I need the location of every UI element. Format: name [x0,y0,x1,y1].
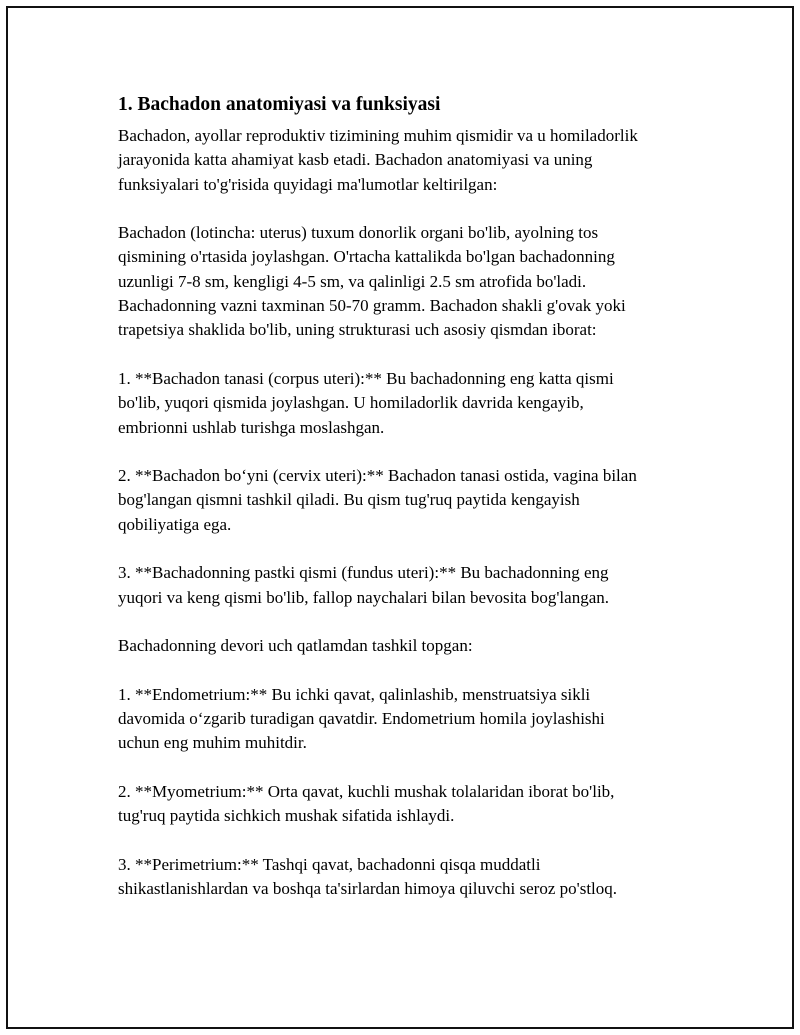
text-line: bo'lib, yuqori qismida joylashgan. U homiladorlik davrida kengayib, [118,393,584,413]
text-line: trapetsiya shaklida bo'lib, uning strukturasi uch asosiy qismdan iborat: [118,320,597,340]
text-line: yuqori va keng qismi bo'lib, fallop naychalari bilan bevosita bog'langan. [118,587,609,607]
text-line: Bachadon (lotincha: uterus) tuxum donorlik organi bo'lib, ayolning tos [118,223,599,243]
text-line: 3. **Bachadonning pastki qismi (fundus uteri):** Bu bachadonning eng [118,563,609,583]
text-line: qismining o'rtasida joylashgan. O'rtacha kattalikda bo'lgan bachadonning [118,247,615,267]
text-line: jarayonida katta ahamiyat kasb etadi. Bachadon anatomiyasi va uning [118,150,593,170]
text-line: Bachadonning devori uch qatlamdan tashkil topgan: [118,636,473,656]
text-line: Bachadon, ayollar reproduktiv tizimining muhim qismidir va u homiladorlik [118,126,638,145]
text-line: uchun eng muhim muhitdir. [118,733,307,753]
text-line: funksiyalari to'g'risida quyidagi ma'lumotlar keltirilgan: [118,174,498,194]
paragraph-wall-layers [118,634,698,658]
text-line: shikastlanishlardan va boshqa ta'sirlardan himoya qiluvchi seroz po'stloq. [118,879,618,899]
list-item-corpus-uteri [118,367,698,440]
text-line: Bachadonning vazni taxminan 50-70 gramm. Bachadon shakli g'ovak yoki [118,296,626,316]
paragraph-intro [118,124,698,197]
text-line: embrionni ushlab turishga moslashgan. [118,417,385,437]
text-line: uzunligi 7-8 sm, kengligi 4-5 sm, va qalinligi 2.5 sm atrofida bo'ladi. [118,271,587,291]
text-line: qobiliyatiga ega. [118,514,232,534]
section-heading: 1. Bachadon anatomiyasi va funksiyasi [118,94,441,115]
list-item-myometrium [118,780,698,829]
paragraph-description [118,221,698,342]
text-line: 1. **Bachadon tanasi (corpus uteri):** Bu bachadonning eng katta qismi [118,368,614,388]
text-line: tug'ruq paytida sichkich mushak sifatida ishlaydi. [118,806,455,826]
text-line: 2. **Myometrium:** Orta qavat, kuchli mushak tolalaridan iborat bo'lib, [118,782,615,802]
document-body [118,92,698,926]
list-item-fundus-uteri [118,561,698,610]
list-item-cervix-uteri [118,464,698,537]
text-line: 3. **Perimetrium:** Tashqi qavat, bachadonni qisqa muddatli [118,854,541,874]
list-item-endometrium [118,683,698,756]
text-line: 1. **Endometrium:** Bu ichki qavat, qalinlashib, menstruatsiya sikli [118,684,591,704]
text-line: davomida o‘zgarib turadigan qavatdir. Endometrium homila joylashishi [118,709,605,729]
text-line: 2. **Bachadon bo‘yni (cervix uteri):** Bachadon tanasi ostida, vagina bilan [118,466,637,486]
text-line: bog'langan qismni tashkil qiladi. Bu qism tug'ruq paytida kengayish [118,490,580,510]
list-item-perimetrium [118,853,698,902]
